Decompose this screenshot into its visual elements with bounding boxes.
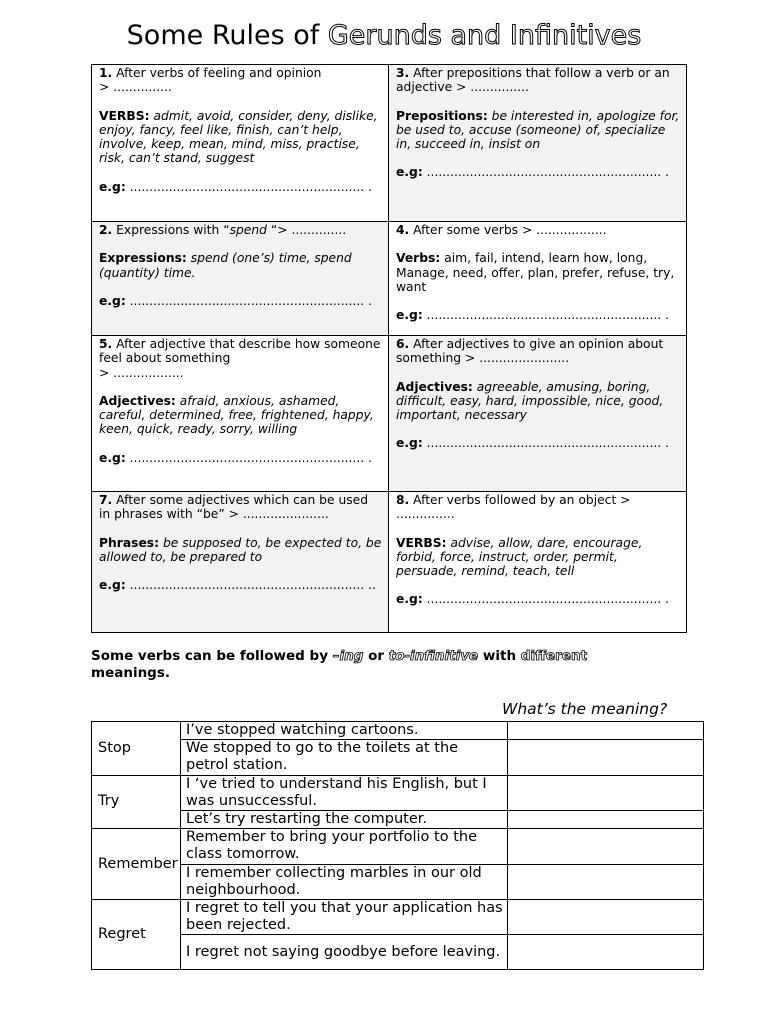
rule-cell-3: 3. After prepositions that follow a verb or an adjective > ............... Prepositions: be interested in, apologize for, be used to, accuse (someone) of, specialize in, succeed in, insist on e.g: ............................................................ . (389, 65, 687, 222)
meaning-answer-cell[interactable] (508, 864, 704, 899)
rule-cell-6: 6. After adjectives to give an opinion about something > ....................... Adjectives: agreeable, amusing, boring, difficult, easy, hard, impossible, nice, good, important, necessary e.g: ............................................................ . (389, 336, 687, 492)
rule-cell-5: 5. After adjective that describe how someone feel about something > .................. Adjectives: afraid, anxious, ashamed, careful, determined, free, frightened, happy, keen, quick, ready, sorry, willing e.g: ............................................................ . (92, 336, 389, 492)
page-title (0, 20, 768, 51)
sentence-cell: I’ve stopped watching cartoons. (181, 722, 508, 740)
meaning-answer-cell[interactable] (508, 722, 704, 740)
meaning-answer-cell[interactable] (508, 935, 704, 970)
sentence-cell: I remember collecting marbles in our old neighbourhood. (181, 864, 508, 899)
verb-cell: Try (92, 775, 181, 829)
verb-cell: Regret (92, 900, 181, 970)
meaning-answer-cell[interactable] (508, 811, 704, 829)
verb-cell: Stop (92, 722, 181, 776)
sentence-cell: I regret to tell you that your application has been rejected. (181, 900, 508, 935)
rule-cell-2: 2. Expressions with “spend “> .............. Expressions: spend (one’s) time, spend (quantity) time. e.g: ............................................................ . (92, 222, 389, 336)
meaning-answer-cell[interactable] (508, 775, 704, 810)
sentence-cell: Remember to bring your portfolio to the class tomorrow. (181, 829, 508, 864)
sentence-cell: We stopped to go to the toilets at the petrol station. (181, 740, 508, 775)
meaning-answer-cell[interactable] (508, 900, 704, 935)
sentence-cell: I regret not saying goodbye before leaving. (181, 935, 508, 970)
sentence-cell: I ‘ve tried to understand his English, but I was unsuccessful. (181, 775, 508, 810)
rule-cell-7: 7. After some adjectives which can be used in phrases with “be” > ...................... Phrases: be supposed to, be expected to, be allowed to, be prepared to e.g: ............................................................ .. (92, 492, 389, 633)
title-plain: Some Rules of (126, 20, 328, 51)
meaning-answer-cell[interactable] (508, 740, 704, 775)
rule-cell-4: 4. After some verbs > .................. Verbs: aim, fail, intend, learn how, long, Manage, need, offer, plan, prefer, refuse, try, want e.g: ............................................................ . (389, 222, 687, 336)
sentence-cell: Let’s try restarting the computer. (181, 811, 508, 829)
rule-cell-8: 8. After verbs followed by an object > ............... VERBS: advise, allow, dare, encourage, forbid, force, instruct, order, permit, persuade, remind, teach, tell e.g: ............................................................ . (389, 492, 687, 633)
verb-cell: Remember (92, 829, 181, 900)
meaning-answer-cell[interactable] (508, 829, 704, 864)
rules-table (91, 64, 687, 633)
verb-table (91, 721, 704, 970)
rule-cell-1: 1. After verbs of feeling and opinion > ............... VERBS: admit, avoid, consider, deny, dislike, enjoy, fancy, feel like, finish, can’t help, involve, keep, mean, mind, miss, practise, risk, can’t stand, suggest e.g: ............................................................ . (92, 65, 389, 222)
meaning-title: What’s the meaning? (502, 700, 668, 718)
title-outlined: Gerunds and Infinitives (327, 20, 642, 51)
subheading: Some verbs can be followed by –ing or to-infinitive with different meanings. (91, 648, 588, 681)
